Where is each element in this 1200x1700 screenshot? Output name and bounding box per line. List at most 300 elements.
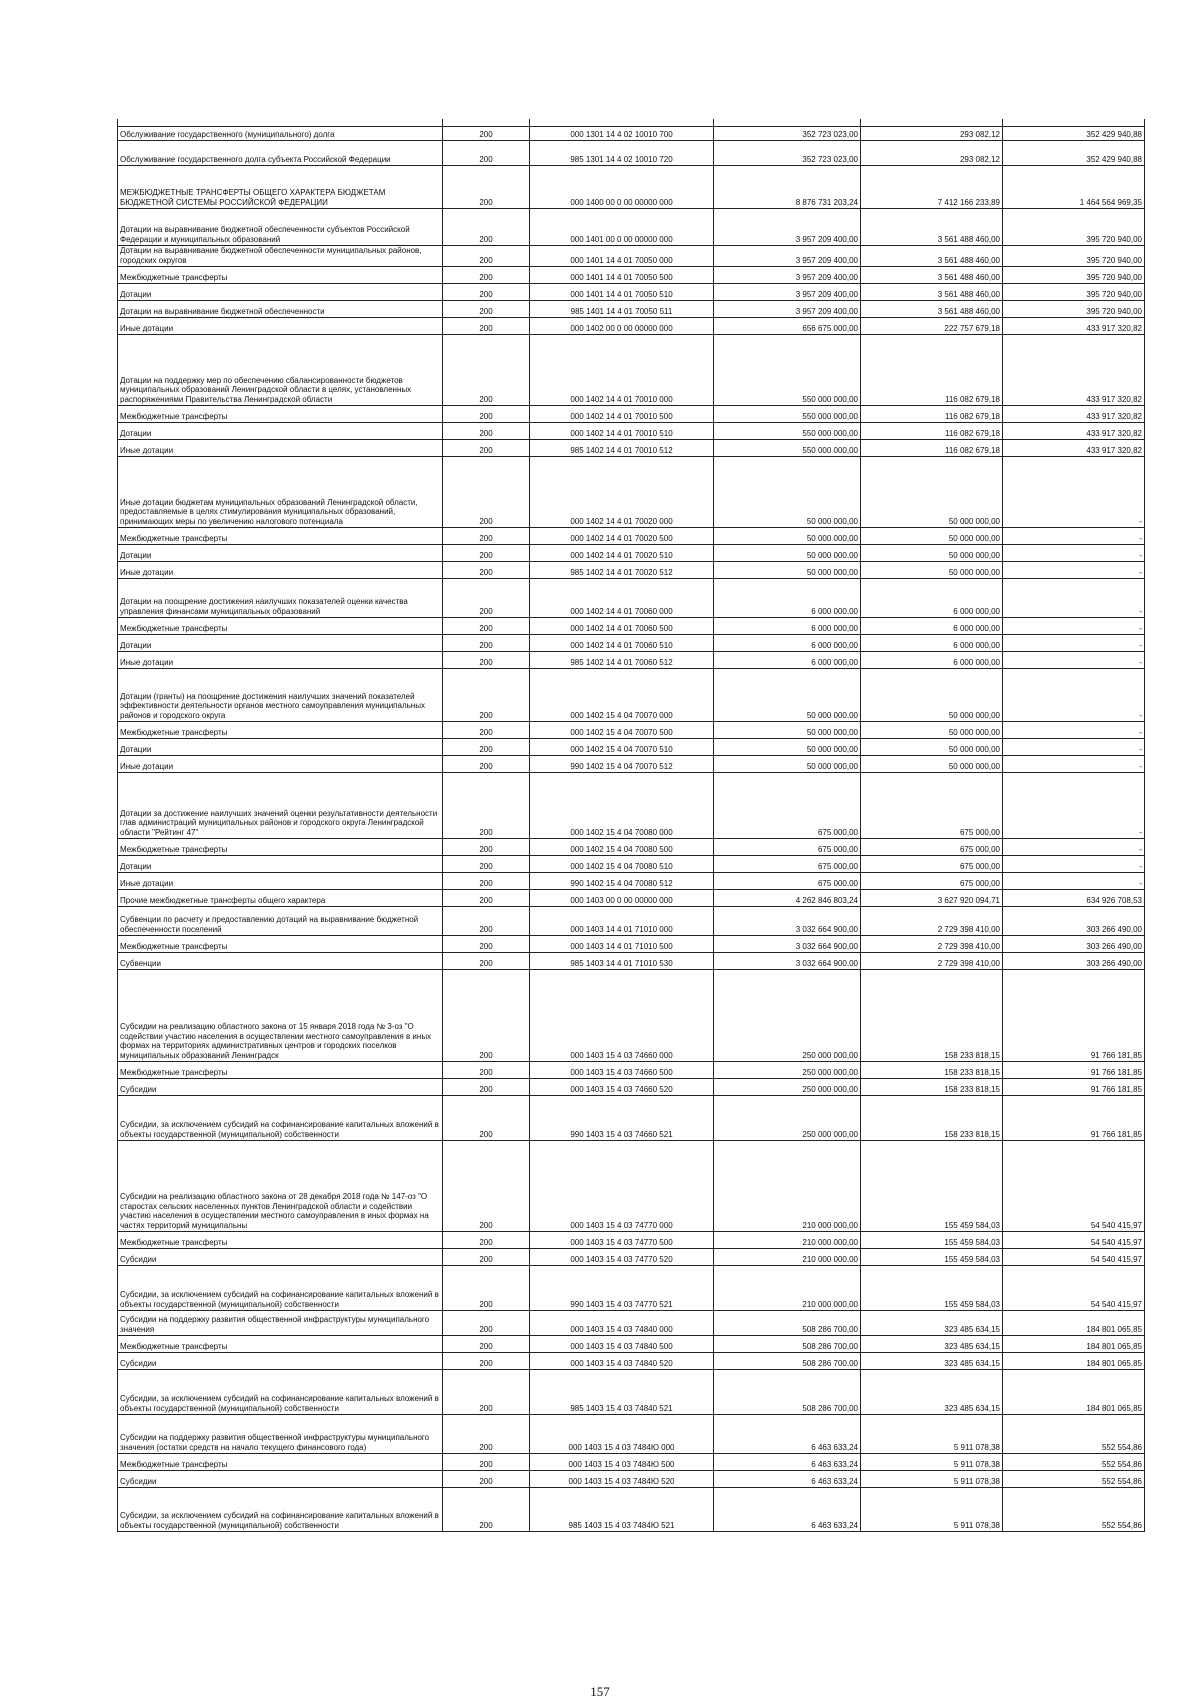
cell-plan: 210 000 000,00 (714, 1232, 861, 1249)
cell-name: Субсидии, за исключением субсидий на софинансирование капитальных вложений в объекты государственной (муниципальной) собственности (118, 1096, 443, 1141)
table-row (118, 528, 1145, 545)
cell-rest: 184 801 065,85 (1003, 1353, 1145, 1370)
cell-plan: 50 000 000,00 (714, 457, 861, 528)
table-row (118, 652, 1145, 669)
cell-class: 990 1402 15 4 04 70070 512 (530, 756, 714, 773)
cell-rest: - (1003, 618, 1145, 635)
cell-fact: 222 757 679,18 (861, 318, 1003, 335)
table-row (118, 209, 1145, 246)
cell-rest: 433 917 320,82 (1003, 318, 1145, 335)
cell-class: 000 1402 15 4 04 70070 510 (530, 739, 714, 756)
cell-code: 200 (443, 739, 530, 756)
cell-fact: 155 459 584,03 (861, 1141, 1003, 1232)
cell-code: 200 (443, 1336, 530, 1353)
cell-class: 000 1402 14 4 01 70020 000 (530, 457, 714, 528)
cell-class: 000 1401 00 0 00 00000 000 (530, 209, 714, 246)
cell-class: 000 1402 15 4 04 70070 000 (530, 669, 714, 722)
cell-plan: 550 000 000,00 (714, 335, 861, 406)
cell-rest: - (1003, 722, 1145, 739)
cell-name: Субсидии (118, 1471, 443, 1488)
cell-rest: 552 554,86 (1003, 1454, 1145, 1471)
cell-class: 000 1301 14 4 02 10010 700 (530, 127, 714, 141)
cell-name: Дотации на поддержку мер по обеспечению сбалансированности бюджетов муниципальных образований Ленинградской области в целях, установленных распоряжениями Правительства Ленинградской области (118, 335, 443, 406)
cell-fact: 6 000 000,00 (861, 618, 1003, 635)
cell-rest: 303 266 490,00 (1003, 953, 1145, 970)
cell-rest: - (1003, 739, 1145, 756)
cell-code: 200 (443, 839, 530, 856)
cell-plan: 675 000,00 (714, 839, 861, 856)
cell-code: 200 (443, 335, 530, 406)
cell-name: Иные дотации (118, 562, 443, 579)
table-row (118, 284, 1145, 301)
cell-rest: - (1003, 457, 1145, 528)
cell-code: 200 (443, 457, 530, 528)
cell-rest: 54 540 415,97 (1003, 1266, 1145, 1311)
cell-name: Субсидии на поддержку развития общественной инфраструктуры муниципального значения (остатки средств на начало текущего финансового года) (118, 1415, 443, 1454)
table-row (118, 423, 1145, 440)
cell-class: 000 1402 15 4 04 70080 000 (530, 773, 714, 839)
table-row (118, 936, 1145, 953)
cell-code: 200 (443, 406, 530, 423)
cell-name: Субсидии на поддержку развития общественной инфраструктуры муниципального значения (118, 1311, 443, 1336)
cell-name: Дотации (118, 284, 443, 301)
cell-class: 000 1402 14 4 01 70010 000 (530, 335, 714, 406)
cell-rest: - (1003, 545, 1145, 562)
cell-code: 200 (443, 1311, 530, 1336)
cell-code: 200 (443, 618, 530, 635)
cell-fact: 6 000 000,00 (861, 635, 1003, 652)
cell-class: 000 1403 15 4 03 74770 500 (530, 1232, 714, 1249)
cell-name: Субвенции (118, 953, 443, 970)
cell-rest: 395 720 940,00 (1003, 246, 1145, 267)
cell-class: 000 1402 14 4 01 70020 500 (530, 528, 714, 545)
cell-class: 000 1402 15 4 04 70080 500 (530, 839, 714, 856)
cell-fact: 7 412 166 233,89 (861, 166, 1003, 209)
cell-class: 985 1403 15 4 03 7484Ю 521 (530, 1488, 714, 1532)
cell-plan: 508 286 700,00 (714, 1353, 861, 1370)
cell-fact: 50 000 000,00 (861, 562, 1003, 579)
cell-code: 200 (443, 722, 530, 739)
cell-class: 990 1402 15 4 04 70080 512 (530, 873, 714, 890)
cell-rest: 634 926 708,53 (1003, 890, 1145, 907)
cell-fact: 323 485 634,15 (861, 1353, 1003, 1370)
cell-plan: 508 286 700,00 (714, 1311, 861, 1336)
cell-plan: 250 000 000,00 (714, 970, 861, 1062)
cell-plan: 50 000 000,00 (714, 756, 861, 773)
cell-fact: 50 000 000,00 (861, 756, 1003, 773)
cell-class: 000 1403 14 4 01 71010 500 (530, 936, 714, 953)
cell-code: 200 (443, 301, 530, 318)
cell-name: Иные дотации (118, 440, 443, 457)
cell-name: Субвенции по расчету и предоставлению дотаций на выравнивание бюджетной обеспеченности поселений (118, 907, 443, 936)
cell-fact: 323 485 634,15 (861, 1370, 1003, 1415)
cell-plan: 50 000 000,00 (714, 722, 861, 739)
cell-name: Дотации (118, 423, 443, 440)
table-row (118, 890, 1145, 907)
cell-plan: 550 000 000,00 (714, 423, 861, 440)
cell-name: Субсидии (118, 1353, 443, 1370)
cell-class: 000 1402 00 0 00 00000 000 (530, 318, 714, 335)
budget-execution-table (117, 119, 1145, 1532)
cell-code: 200 (443, 773, 530, 839)
cell-name: Дотации на выравнивание бюджетной обеспеченности субъектов Российской Федерации и муниципальных образований (118, 209, 443, 246)
cell-plan: 3 032 664 900,00 (714, 936, 861, 953)
cell-name: Межбюджетные трансферты (118, 267, 443, 284)
cell-name: Межбюджетные трансферты (118, 618, 443, 635)
cell-class: 000 1403 14 4 01 71010 000 (530, 907, 714, 936)
table-row (118, 1454, 1145, 1471)
table-row (118, 722, 1145, 739)
cell-name: Дотации на выравнивание бюджетной обеспеченности (118, 301, 443, 318)
table-row (118, 1488, 1145, 1532)
cell-class: 985 1403 15 4 03 74840 521 (530, 1370, 714, 1415)
cell-fact: 5 911 078,38 (861, 1415, 1003, 1454)
table-row (118, 335, 1145, 406)
cell-name: Межбюджетные трансферты (118, 1336, 443, 1353)
cell-class: 000 1403 15 4 03 74660 500 (530, 1062, 714, 1079)
cell-name: Обслуживание государственного долга субъекта Российской Федерации (118, 141, 443, 166)
cell-code: 200 (443, 756, 530, 773)
cell-rest: 433 917 320,82 (1003, 440, 1145, 457)
cell-class: 000 1401 14 4 01 70050 510 (530, 284, 714, 301)
cell-plan: 3 957 209 400,00 (714, 301, 861, 318)
cell-plan: 508 286 700,00 (714, 1370, 861, 1415)
cell-plan: 3 032 664 900,00 (714, 953, 861, 970)
cell-name: Дотации (118, 856, 443, 873)
cell-fact: 50 000 000,00 (861, 739, 1003, 756)
cell-plan: 6 000 000,00 (714, 652, 861, 669)
cell-fact: 116 082 679,18 (861, 406, 1003, 423)
cell-name: МЕЖБЮДЖЕТНЫЕ ТРАНСФЕРТЫ ОБЩЕГО ХАРАКТЕРА БЮДЖЕТАМ БЮДЖЕТНОЙ СИСТЕМЫ РОССИЙСКОЙ ФЕДЕРАЦИИ (118, 166, 443, 209)
cell-name: Субсидии на реализацию областного закона от 28 декабря 2018 года № 147-оз "О старостах сельских населенных пунктов Ленинградской области и содействии участию населения в осуществлении местного самоуправления в иных формах на частях территорий муниципальны (118, 1141, 443, 1232)
cell-code: 200 (443, 856, 530, 873)
cell-code: 200 (443, 562, 530, 579)
cell-name: Иные дотации (118, 756, 443, 773)
cell-class: 000 1403 15 4 03 74840 520 (530, 1353, 714, 1370)
cell-code: 200 (443, 318, 530, 335)
cell-fact: 50 000 000,00 (861, 457, 1003, 528)
cell-name: Субсидии на реализацию областного закона от 15 января 2018 года № 3-оз "О содействии участию населения в осуществлении местного самоуправления в иных формах на территориях административных центров и городских поселков муниципальных образований Ленинградск (118, 970, 443, 1062)
cell-code: 200 (443, 1471, 530, 1488)
cell-name: Межбюджетные трансферты (118, 406, 443, 423)
table-row (118, 618, 1145, 635)
cell-name: Дотации (118, 739, 443, 756)
cell-code: 200 (443, 440, 530, 457)
table-row (118, 1311, 1145, 1336)
table-row (118, 739, 1145, 756)
cell-rest: - (1003, 562, 1145, 579)
cell-plan: 50 000 000,00 (714, 739, 861, 756)
cell-plan: 4 262 846 803,24 (714, 890, 861, 907)
cell-name: Межбюджетные трансферты (118, 839, 443, 856)
cell-code: 200 (443, 652, 530, 669)
cell-rest: 91 766 181,85 (1003, 970, 1145, 1062)
cell-plan: 6 000 000,00 (714, 579, 861, 618)
cell-name: Межбюджетные трансферты (118, 722, 443, 739)
cell-rest: 54 540 415,97 (1003, 1249, 1145, 1266)
cell-class: 985 1402 14 4 01 70010 512 (530, 440, 714, 457)
cell-rest: 184 801 065,85 (1003, 1311, 1145, 1336)
cell-plan: 6 000 000,00 (714, 618, 861, 635)
cell-fact: 116 082 679,18 (861, 423, 1003, 440)
cell-rest: 91 766 181,85 (1003, 1079, 1145, 1096)
table-row (118, 406, 1145, 423)
cell-code: 200 (443, 936, 530, 953)
cell-class: 000 1402 14 4 01 70010 500 (530, 406, 714, 423)
cell-fact: 5 911 078,38 (861, 1488, 1003, 1532)
cell-name: Субсидии, за исключением субсидий на софинансирование капитальных вложений в объекты государственной (муниципальной) собственности (118, 1370, 443, 1415)
cell-class: 000 1403 15 4 03 74840 000 (530, 1311, 714, 1336)
table-row (118, 166, 1145, 209)
cell-rest: 184 801 065,85 (1003, 1370, 1145, 1415)
cell-rest: 552 554,86 (1003, 1415, 1145, 1454)
cell-rest: - (1003, 528, 1145, 545)
cell-plan: 6 463 633,24 (714, 1454, 861, 1471)
cell-fact: 3 561 488 460,00 (861, 209, 1003, 246)
cell-plan: 6 463 633,24 (714, 1471, 861, 1488)
cell-class: 000 1402 15 4 04 70070 500 (530, 722, 714, 739)
cell-name: Дотации на выравнивание бюджетной обеспеченности муниципальных районов, городских округов (118, 246, 443, 267)
cell-rest: - (1003, 579, 1145, 618)
cell-name: Иные дотации (118, 873, 443, 890)
table-row (118, 141, 1145, 166)
cell-fact: 116 082 679,18 (861, 440, 1003, 457)
cell-code: 200 (443, 545, 530, 562)
cell-rest: 552 554,86 (1003, 1471, 1145, 1488)
cell-rest: 184 801 065,85 (1003, 1336, 1145, 1353)
cell-fact: 6 000 000,00 (861, 579, 1003, 618)
cell-code: 200 (443, 1488, 530, 1532)
cell-rest: 433 917 320,82 (1003, 335, 1145, 406)
cell-code: 200 (443, 873, 530, 890)
cell-code: 200 (443, 141, 530, 166)
table-row (118, 756, 1145, 773)
cell-plan: 50 000 000,00 (714, 545, 861, 562)
cell-code: 200 (443, 528, 530, 545)
cell-fact: 2 729 398 410,00 (861, 907, 1003, 936)
cell-fact: 675 000,00 (861, 856, 1003, 873)
cell-code: 200 (443, 1079, 530, 1096)
cell-rest: 303 266 490,00 (1003, 907, 1145, 936)
cell-rest: 352 429 940,88 (1003, 141, 1145, 166)
cell-fact: 50 000 000,00 (861, 669, 1003, 722)
cell-plan: 6 000 000,00 (714, 635, 861, 652)
cell-code: 200 (443, 1096, 530, 1141)
cell-fact: 675 000,00 (861, 839, 1003, 856)
cell-code: 200 (443, 953, 530, 970)
cell-rest: 54 540 415,97 (1003, 1232, 1145, 1249)
cell-class: 000 1402 15 4 04 70080 510 (530, 856, 714, 873)
cell-class: 000 1403 15 4 03 74660 520 (530, 1079, 714, 1096)
cell-class: 000 1402 14 4 01 70020 510 (530, 545, 714, 562)
cell-code: 200 (443, 1232, 530, 1249)
cell-plan: 675 000,00 (714, 773, 861, 839)
cell-plan: 508 286 700,00 (714, 1336, 861, 1353)
cell-code: 200 (443, 907, 530, 936)
cell-name: Межбюджетные трансферты (118, 1062, 443, 1079)
table-row (118, 1079, 1145, 1096)
cell-fact: 2 729 398 410,00 (861, 953, 1003, 970)
cell-fact: 2 729 398 410,00 (861, 936, 1003, 953)
table-row (118, 1415, 1145, 1454)
cell-fact: 675 000,00 (861, 873, 1003, 890)
cell-plan: 6 463 633,24 (714, 1415, 861, 1454)
cell-plan: 352 723 023,00 (714, 141, 861, 166)
table-row (118, 127, 1145, 141)
cell-rest: - (1003, 669, 1145, 722)
cell-class: 985 1402 14 4 01 70060 512 (530, 652, 714, 669)
cell-class: 990 1403 15 4 03 74660 521 (530, 1096, 714, 1141)
table-row (118, 1141, 1145, 1232)
cell-class: 985 1402 14 4 01 70020 512 (530, 562, 714, 579)
cell-class: 000 1403 15 4 03 74770 000 (530, 1141, 714, 1232)
cell-plan: 250 000 000,00 (714, 1096, 861, 1141)
cell-plan: 550 000 000,00 (714, 406, 861, 423)
table-row (118, 953, 1145, 970)
cell-class: 000 1402 14 4 01 70060 500 (530, 618, 714, 635)
cell-plan: 6 463 633,24 (714, 1488, 861, 1532)
cell-name: Межбюджетные трансферты (118, 936, 443, 953)
cell-class: 985 1403 14 4 01 71010 530 (530, 953, 714, 970)
cell-fact: 5 911 078,38 (861, 1454, 1003, 1471)
cell-class: 000 1402 14 4 01 70060 000 (530, 579, 714, 618)
table-row (118, 873, 1145, 890)
cell-fact: 155 459 584,03 (861, 1249, 1003, 1266)
cell-code: 200 (443, 423, 530, 440)
cell-rest: - (1003, 873, 1145, 890)
cell-code: 200 (443, 284, 530, 301)
cell-fact: 50 000 000,00 (861, 528, 1003, 545)
cell-rest: 433 917 320,82 (1003, 423, 1145, 440)
cell-fact: 323 485 634,15 (861, 1311, 1003, 1336)
cell-rest: 91 766 181,85 (1003, 1096, 1145, 1141)
cell-rest: 54 540 415,97 (1003, 1141, 1145, 1232)
cell-plan: 50 000 000,00 (714, 669, 861, 722)
table-row (118, 246, 1145, 267)
cell-code: 200 (443, 1062, 530, 1079)
cell-rest: 395 720 940,00 (1003, 267, 1145, 284)
cell-plan: 675 000,00 (714, 856, 861, 873)
page-number: 157 (590, 1684, 610, 1699)
table-row (118, 907, 1145, 936)
cell-rest: - (1003, 652, 1145, 669)
cell-name: Прочие межбюджетные трансферты общего характера (118, 890, 443, 907)
table-row (118, 856, 1145, 873)
cell-rest: 552 554,86 (1003, 1488, 1145, 1532)
cell-fact: 675 000,00 (861, 773, 1003, 839)
table-row (118, 1471, 1145, 1488)
cell-plan: 3 957 209 400,00 (714, 267, 861, 284)
cell-plan: 8 876 731 203,24 (714, 166, 861, 209)
cell-code: 200 (443, 246, 530, 267)
cell-fact: 6 000 000,00 (861, 652, 1003, 669)
cell-fact: 155 459 584,03 (861, 1232, 1003, 1249)
cell-plan: 675 000,00 (714, 873, 861, 890)
cell-code: 200 (443, 209, 530, 246)
table-row (118, 545, 1145, 562)
cell-name: Дотации (гранты) на поощрение достижения наилучших значений показателей эффективности деятельности органов местного самоуправления муниципальных районов и городского округа (118, 669, 443, 722)
cell-class: 000 1403 15 4 03 74770 520 (530, 1249, 714, 1266)
cell-name: Субсидии, за исключением субсидий на софинансирование капитальных вложений в объекты государственной (муниципальной) собственности (118, 1266, 443, 1311)
cell-plan: 210 000 000,00 (714, 1141, 861, 1232)
cell-fact: 3 627 920 094,71 (861, 890, 1003, 907)
table-row (118, 970, 1145, 1062)
cell-plan: 250 000 000,00 (714, 1079, 861, 1096)
cell-fact: 3 561 488 460,00 (861, 284, 1003, 301)
table-row (118, 318, 1145, 335)
cell-code: 200 (443, 635, 530, 652)
table-row (118, 1062, 1145, 1079)
cell-name: Иные дотации бюджетам муниципальных образований Ленинградской области, предоставляемые в целях стимулирования муниципальных образований, принимающих меры по увеличению налогового потенциала (118, 457, 443, 528)
cell-name: Дотации (118, 545, 443, 562)
cell-fact: 158 233 818,15 (861, 970, 1003, 1062)
cell-name: Дотации (118, 635, 443, 652)
cell-plan: 550 000 000,00 (714, 440, 861, 457)
cell-fact: 155 459 584,03 (861, 1266, 1003, 1311)
cell-fact: 50 000 000,00 (861, 722, 1003, 739)
cell-code: 200 (443, 890, 530, 907)
cell-plan: 50 000 000,00 (714, 528, 861, 545)
table-row (118, 562, 1145, 579)
table-row (118, 1232, 1145, 1249)
cell-fact: 3 561 488 460,00 (861, 267, 1003, 284)
table-row (118, 1353, 1145, 1370)
cell-rest: 1 464 564 969,35 (1003, 166, 1145, 209)
cell-rest: 352 429 940,88 (1003, 127, 1145, 141)
cell-fact: 3 561 488 460,00 (861, 301, 1003, 318)
table-row (118, 579, 1145, 618)
table-row (118, 1249, 1145, 1266)
cell-name: Межбюджетные трансферты (118, 1454, 443, 1471)
cell-rest: - (1003, 839, 1145, 856)
table-row (118, 1266, 1145, 1311)
cell-plan: 3 957 209 400,00 (714, 209, 861, 246)
cell-plan: 656 675 000,00 (714, 318, 861, 335)
cell-class: 000 1403 15 4 03 74660 000 (530, 970, 714, 1062)
cell-rest: 303 266 490,00 (1003, 936, 1145, 953)
cell-rest: 395 720 940,00 (1003, 284, 1145, 301)
cell-rest: 433 917 320,82 (1003, 406, 1145, 423)
cell-code: 200 (443, 1249, 530, 1266)
cell-class: 000 1403 15 4 03 74840 500 (530, 1336, 714, 1353)
cell-code: 200 (443, 1415, 530, 1454)
table-row (118, 1336, 1145, 1353)
cell-class: 000 1403 15 4 03 7484Ю 520 (530, 1471, 714, 1488)
cell-fact: 323 485 634,15 (861, 1336, 1003, 1353)
cell-plan: 250 000 000,00 (714, 1062, 861, 1079)
cell-class: 000 1403 00 0 00 00000 000 (530, 890, 714, 907)
report-sheet (117, 119, 1144, 1532)
cell-plan: 352 723 023,00 (714, 127, 861, 141)
cell-code: 200 (443, 267, 530, 284)
cell-plan: 50 000 000,00 (714, 562, 861, 579)
cell-name: Иные дотации (118, 652, 443, 669)
cell-name: Межбюджетные трансферты (118, 1232, 443, 1249)
cell-name: Межбюджетные трансферты (118, 528, 443, 545)
cell-fact: 158 233 818,15 (861, 1062, 1003, 1079)
cell-name: Обслуживание государственного (муниципального) долга (118, 127, 443, 141)
cell-rest: - (1003, 756, 1145, 773)
table-row (118, 457, 1145, 528)
cell-code: 200 (443, 1141, 530, 1232)
table-row (118, 635, 1145, 652)
cell-code: 200 (443, 1353, 530, 1370)
cell-name: Субсидии (118, 1079, 443, 1096)
table-row (118, 440, 1145, 457)
cell-rest: - (1003, 773, 1145, 839)
cell-plan: 3 032 664 900,00 (714, 907, 861, 936)
cell-class: 985 1401 14 4 01 70050 511 (530, 301, 714, 318)
